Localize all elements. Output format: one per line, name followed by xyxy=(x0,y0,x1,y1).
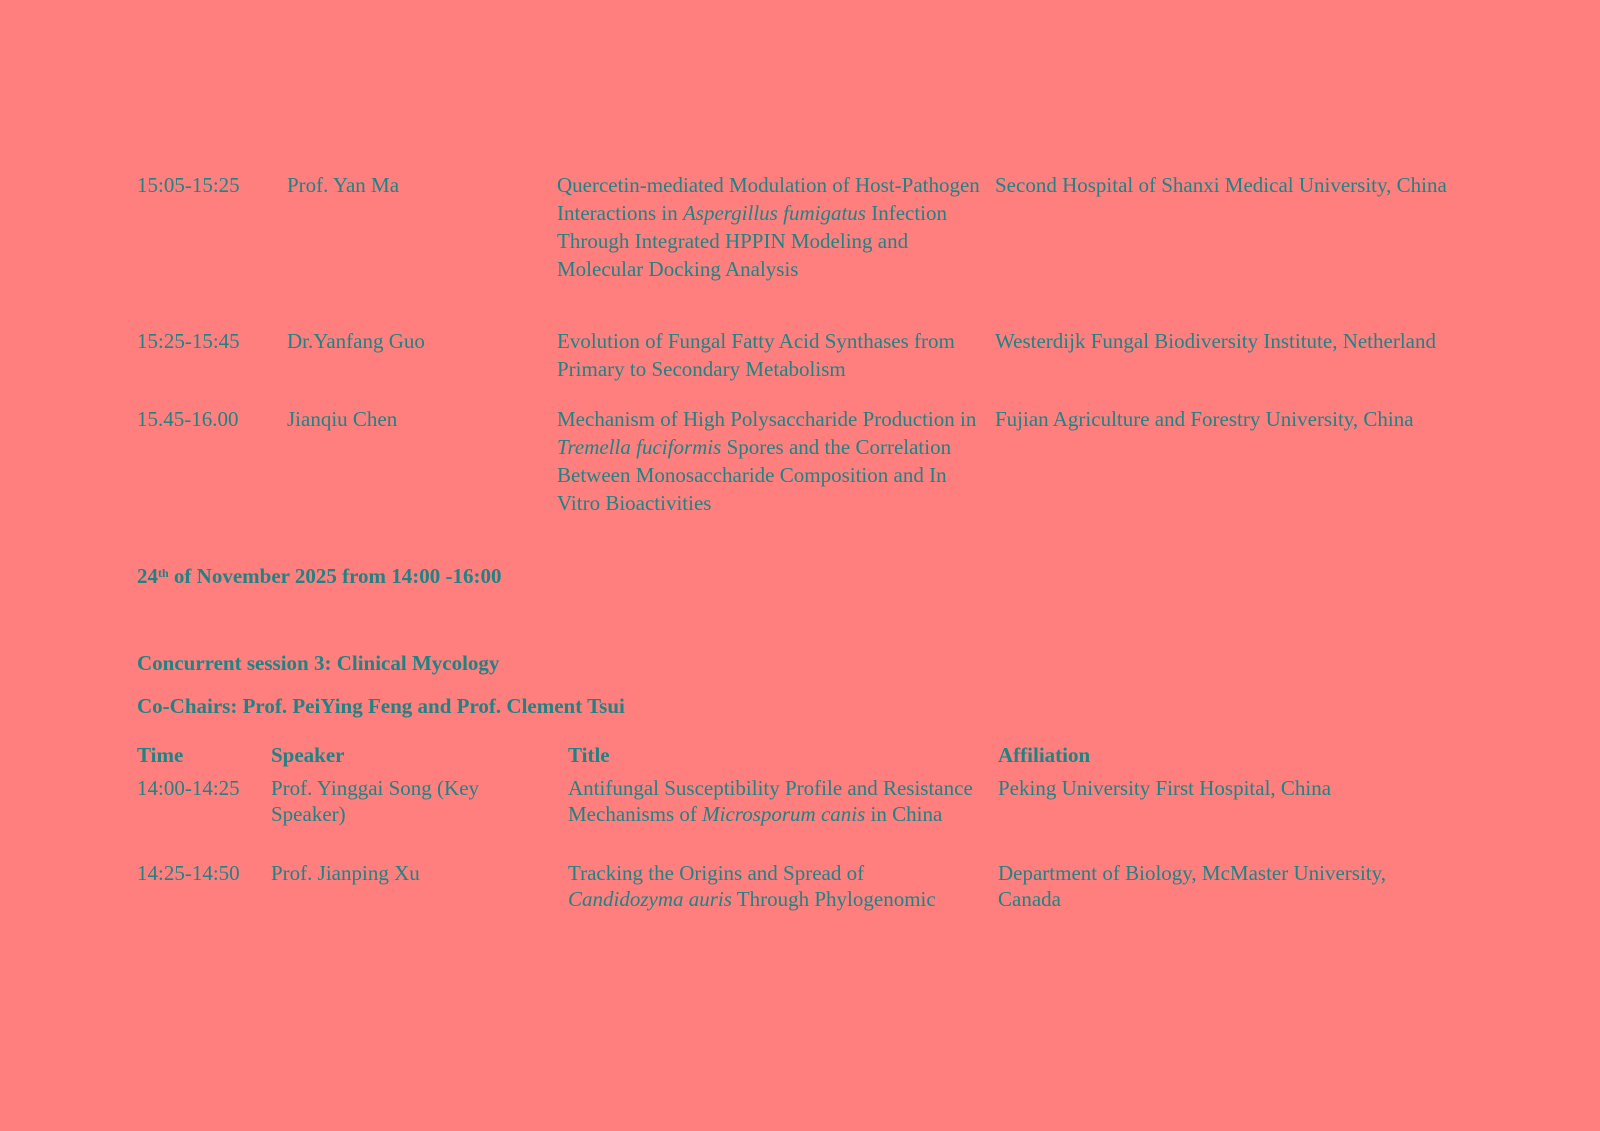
talk-time: 15:25-15:45 xyxy=(137,329,240,353)
talk-affiliation: Department of Biology, McMaster University, Canada xyxy=(998,861,1387,911)
talk-affiliation: Westerdijk Fungal Biodiversity Institute, Netherland xyxy=(995,329,1436,353)
talk-time: 15.45-16.00 xyxy=(137,407,239,431)
talk-title: Antifungal Susceptibility Profile and Resistance Mechanisms of Microsporum canis in China xyxy=(568,776,973,826)
talk-affiliation: Second Hospital of Shanxi Medical University, China xyxy=(995,173,1447,197)
date-heading: 24th of November 2025 from 14:00 -16:00 xyxy=(137,564,502,588)
header-title: Title xyxy=(568,743,610,767)
session-chairs: Co-Chairs: Prof. PeiYing Feng and Prof. Clement Tsui xyxy=(137,694,625,718)
header-speaker: Speaker xyxy=(271,743,345,767)
talk-time: 14:00-14:25 xyxy=(137,776,240,800)
talk-speaker: Prof. Yan Ma xyxy=(287,173,400,197)
talk-speaker: Prof. Jianping Xu xyxy=(271,861,420,885)
talk-title: Mechanism of High Polysaccharide Production in Tremella fuciformis Spores and the Correlation Between Monosaccharide Composition and In Vitro Bioactivities xyxy=(557,407,977,515)
talk-title: Quercetin-mediated Modulation of Host-Pathogen Interactions in Aspergillus fumigatus Infection Through Integrated HPPIN Modeling and Molecular Docking Analysis xyxy=(557,173,980,281)
species-name: Microsporum canis xyxy=(702,802,866,826)
header-affiliation: Affiliation xyxy=(998,743,1091,767)
talk-affiliation: Peking University First Hospital, China xyxy=(998,776,1332,800)
header-time: Time xyxy=(137,743,184,767)
talk-title: Tracking the Origins and Spread of Candidozyma auris Through Phylogenomic xyxy=(568,861,936,911)
species-name: Candidozyma auris xyxy=(568,887,732,911)
talk-affiliation: Fujian Agriculture and Forestry University, China xyxy=(995,407,1414,431)
talk-time: 15:05-15:25 xyxy=(137,173,240,197)
session-title: Concurrent session 3: Clinical Mycology xyxy=(137,651,500,675)
talk-speaker: Jianqiu Chen xyxy=(287,407,398,431)
species-name: Tremella fuciformis xyxy=(557,435,722,459)
talk-speaker: Prof. Yinggai Song (Key Speaker) xyxy=(271,776,480,826)
talk-time: 14:25-14:50 xyxy=(137,861,240,885)
talk-title: Evolution of Fungal Fatty Acid Synthases from Primary to Secondary Metabolism xyxy=(557,329,955,381)
species-name: Aspergillus fumigatus xyxy=(682,201,866,225)
talk-speaker: Dr.Yanfang Guo xyxy=(287,329,425,353)
